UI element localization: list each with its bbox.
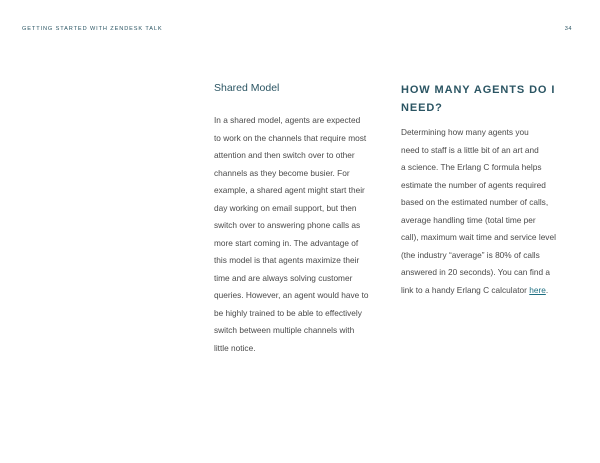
page-number: 34 [564, 26, 572, 32]
paragraph-line [401, 282, 576, 300]
erlang-calculator-link[interactable]: here [529, 284, 546, 295]
paragraph-line: need to staff is a little bit of an art and [401, 144, 539, 155]
paragraph-line: Determining how many agents you [401, 127, 529, 137]
heading-line: HOW MANY AGENTS DO I [401, 84, 556, 96]
paragraph-line: switch over to answering phone calls as [214, 220, 361, 230]
paragraph-line: attention and then switch over to other [214, 150, 355, 160]
paragraph-line: queries. However, an agent would have to [214, 290, 369, 300]
agents-needed-paragraph [401, 124, 576, 299]
paragraph-line: a science. The Erlang C formula helps [401, 162, 542, 172]
paragraph-line: based on the estimated number of calls, [401, 197, 549, 207]
paragraph-line: this model is that agents maximize their [214, 255, 360, 265]
agents-needed-heading [401, 81, 576, 117]
paragraph-line: answered in 20 seconds). You can find a [401, 267, 550, 277]
paragraph-line: time and are always solving customer [214, 272, 353, 283]
shared-model-paragraph [214, 112, 394, 357]
paragraph-line: switch between multiple channels with [214, 325, 355, 335]
paragraph-line: estimate the number of agents required [401, 179, 546, 190]
paragraph-line: average handling time (total time per [401, 214, 536, 225]
paragraph-line: day working on email support, but then [214, 202, 357, 213]
paragraph-line: be highly trained to be able to effectively [214, 307, 362, 318]
heading-line: NEED? [401, 102, 443, 114]
paragraph-line: to work on the channels that require most [214, 132, 367, 143]
paragraph-line: more start coming in. The advantage of [214, 237, 359, 248]
paragraph-line: In a shared model, agents are expected [214, 115, 361, 125]
paragraph-line: call), maximum wait time and service level [401, 232, 556, 242]
shared-model-subheading: Shared Model [214, 82, 280, 94]
paragraph-line: little notice. [214, 342, 256, 353]
shared-model-section [214, 81, 394, 357]
paragraph-line: channels as they become busier. For [214, 167, 350, 178]
link-line-suffix: . [545, 284, 549, 295]
paragraph-line: example, a shared agent might start their [214, 185, 365, 195]
running-header-title: GETTING STARTED WITH ZENDESK TALK [22, 26, 163, 32]
link-line-prefix: link to a handy Erlang C calculator [401, 284, 530, 295]
agents-needed-section [401, 81, 576, 299]
paragraph-line: (the industry “average” is 80% of calls [401, 249, 540, 260]
